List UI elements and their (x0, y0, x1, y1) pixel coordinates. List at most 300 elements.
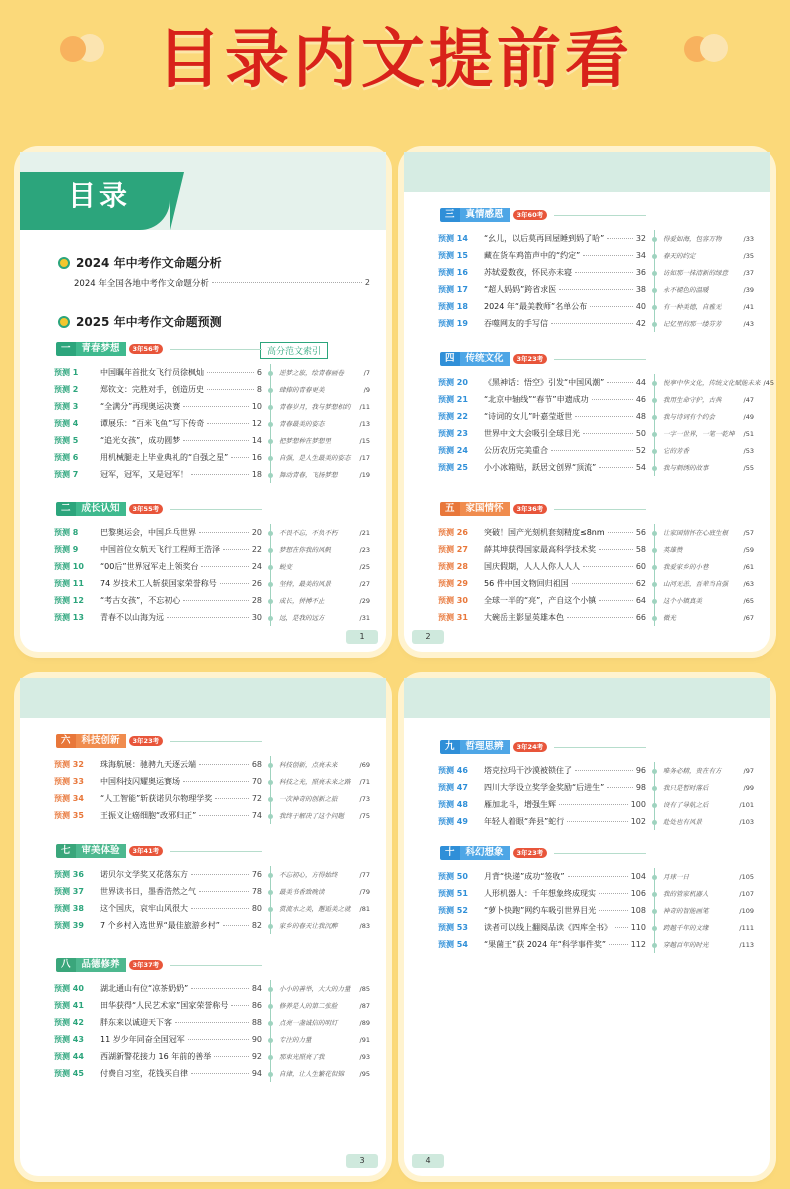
list-item[interactable] (438, 885, 646, 902)
essay-page: /55 (743, 463, 754, 472)
prediction-tag: 预测 35 (54, 811, 84, 820)
essay-index-item[interactable] (271, 866, 370, 883)
list-item[interactable] (438, 281, 646, 298)
essay-page: /39 (743, 285, 754, 294)
list-item[interactable] (54, 364, 262, 381)
page-top-band (404, 152, 770, 192)
unit-number: 十 (440, 846, 460, 860)
leader-dots (191, 908, 249, 909)
leader-dots (607, 238, 633, 239)
essay-index-item[interactable] (271, 1065, 370, 1082)
essay-index-item[interactable] (271, 381, 370, 398)
list-item[interactable] (54, 466, 262, 483)
essay-index-item[interactable] (655, 391, 754, 408)
essay-title: 自律，让人生繁花似锦 (279, 1070, 344, 1078)
essay-index-item[interactable] (655, 885, 754, 902)
page-top-band (20, 678, 386, 718)
prediction-tag: 预测 27 (438, 545, 468, 554)
prediction-tag: 预测 49 (438, 817, 468, 826)
entry-page: 80 (251, 904, 262, 913)
entry-list (54, 866, 262, 934)
essay-index-item[interactable] (271, 883, 370, 900)
unit-rule (554, 853, 646, 854)
essay-index-item[interactable] (655, 524, 754, 541)
entry-page: 86 (251, 1001, 262, 1010)
essay-index-item[interactable] (271, 773, 370, 790)
entry-title: “幺儿，以后莫再回屋睡到妈了哈” (484, 234, 605, 243)
entry-page: 34 (635, 251, 646, 260)
leader-dots (220, 583, 249, 584)
prediction-tag: 预测 31 (438, 613, 468, 622)
essay-page: /21 (359, 528, 370, 537)
leader-dots (608, 532, 633, 533)
essay-title: 得爱如海，包容万物 (663, 235, 722, 243)
entry-page: 20 (251, 528, 262, 537)
entry-list (438, 524, 646, 626)
section-bullet-icon (58, 316, 70, 328)
essay-title: 一次神奇的创新之旅 (279, 795, 338, 803)
unit-heading[interactable] (56, 734, 163, 748)
banner-title: 目录内文提前看 (157, 23, 633, 97)
page-top-band (404, 678, 770, 718)
essay-page: /101 (739, 800, 754, 809)
unit-number: 六 (56, 734, 76, 748)
entry-title: “北京中轴线”“春节”申遗成功 (484, 395, 589, 404)
leader-dots (231, 1005, 249, 1006)
leader-dots (191, 874, 249, 875)
leader-dots (207, 423, 249, 424)
essay-index-item[interactable] (655, 609, 754, 626)
unit-badge: 3年56考 (129, 344, 164, 354)
list-item[interactable] (438, 575, 646, 592)
entry-page: 74 (251, 811, 262, 820)
list-item[interactable] (54, 1014, 262, 1031)
entry-title: 读者可以线上翻阅品读《四库全书》 (484, 923, 612, 932)
essay-title: 不畏不忘，不负不朽 (279, 529, 338, 537)
list-item[interactable] (438, 868, 646, 885)
essay-index-item[interactable] (655, 264, 754, 281)
unit-rule (554, 747, 646, 748)
entry-page: 98 (635, 783, 646, 792)
unit-rule (554, 359, 646, 360)
entry-page: 112 (630, 940, 646, 949)
entry-page: 78 (251, 887, 262, 896)
leader-dots (583, 255, 633, 256)
prediction-tag: 预测 32 (54, 760, 84, 769)
list-item[interactable] (54, 883, 262, 900)
entry-title: 公历农历完美重合 (484, 446, 548, 455)
essay-index-item[interactable] (655, 779, 754, 796)
list-item[interactable] (54, 773, 262, 790)
essay-index-item[interactable] (271, 541, 370, 558)
essay-page: /83 (359, 921, 370, 930)
essay-title: 最美书香致晚读 (279, 888, 325, 896)
essay-index-item[interactable] (655, 592, 754, 609)
entry-page: 36 (635, 268, 646, 277)
leader-dots (207, 389, 254, 390)
essay-index-item[interactable] (655, 425, 754, 442)
leader-dots (599, 600, 633, 601)
essay-title: 坚持，最美的风景 (279, 580, 331, 588)
essay-index-item[interactable] (271, 524, 370, 541)
unit-heading[interactable] (56, 958, 163, 972)
essay-title: 访如那一抹清新的绿意 (663, 269, 728, 277)
list-item[interactable] (438, 230, 646, 247)
essay-page: /97 (743, 766, 754, 775)
unit-heading[interactable] (56, 502, 163, 516)
entry-title: 珠海航展：驰骋九天逐云端 (100, 760, 196, 769)
essay-title: 梦想在你我的风帆 (279, 546, 331, 554)
list-item[interactable] (438, 609, 646, 626)
entry-title: 雁加北斗，增强生辉 (484, 800, 556, 809)
entry-title: 湖北通山有位“凉茶奶奶” (100, 984, 189, 993)
list-item[interactable] (438, 442, 646, 459)
essay-index-item[interactable] (655, 541, 754, 558)
essay-page: /81 (359, 904, 370, 913)
prediction-tag: 预测 12 (54, 596, 84, 605)
page-number: 1 (346, 630, 378, 644)
prediction-tag: 预测 7 (54, 470, 79, 479)
essay-page: /49 (743, 412, 754, 421)
list-item[interactable] (54, 807, 262, 824)
prediction-tag: 预测 1 (54, 368, 79, 377)
list-item[interactable] (438, 762, 646, 779)
essay-index-item[interactable] (271, 1031, 370, 1048)
list-item[interactable] (438, 541, 646, 558)
essay-index-item[interactable] (271, 1014, 370, 1031)
prediction-tag: 预测 43 (54, 1035, 84, 1044)
prediction-tag: 预测 22 (438, 412, 468, 421)
list-item[interactable] (54, 432, 262, 449)
entry-title: 塔克拉玛干沙漠被锁住了 (484, 766, 572, 775)
list-item[interactable] (54, 592, 262, 609)
essay-title: 我与刺绣的故事 (663, 464, 709, 472)
prediction-tag: 预测 17 (438, 285, 468, 294)
list-item[interactable] (438, 902, 646, 919)
prediction-tag: 预测 5 (54, 436, 79, 445)
leader-dots (183, 781, 249, 782)
list-item[interactable] (438, 779, 646, 796)
essay-title: 有一种美德，自雅无 (663, 303, 722, 311)
essay-index-item[interactable] (271, 917, 370, 934)
essay-index-item[interactable] (271, 756, 370, 773)
essay-page: /37 (743, 268, 754, 277)
toc-header-title: 目录 (68, 179, 131, 212)
list-item[interactable] (438, 391, 646, 408)
essay-index-item[interactable] (271, 415, 370, 432)
essay-index-list (654, 374, 774, 476)
prediction-tag: 预测 26 (438, 528, 468, 537)
unit-badge: 3年55考 (129, 504, 164, 514)
list-item[interactable] (54, 449, 262, 466)
essay-index-item[interactable] (655, 813, 754, 830)
list-item[interactable] (54, 900, 262, 917)
essay-title: 记忆里的那一缕芬芳 (663, 320, 722, 328)
essay-index-item[interactable] (271, 558, 370, 575)
essay-index-item[interactable] (655, 796, 754, 813)
essay-index-item[interactable] (655, 868, 754, 885)
essay-index-list (270, 364, 370, 483)
essay-page: /107 (739, 889, 754, 898)
essay-index-item[interactable] (655, 575, 754, 592)
prediction-tag: 预测 36 (54, 870, 84, 879)
list-item[interactable] (438, 247, 646, 264)
page-number: 4 (412, 1154, 444, 1168)
list-item[interactable] (438, 408, 646, 425)
essay-page: /73 (359, 794, 370, 803)
essay-index-item[interactable] (271, 398, 370, 415)
list-item[interactable] (54, 524, 262, 541)
list-item[interactable] (438, 298, 646, 315)
list-item[interactable] (54, 541, 262, 558)
entry-title: 56 件中国文物回归祖国 (484, 579, 569, 588)
essay-index-list (270, 866, 370, 934)
essay-index-item[interactable] (655, 298, 754, 315)
entry-title: 青春不以山海为远 (100, 613, 164, 622)
essay-index-item[interactable] (271, 807, 370, 824)
entry-page: 62 (635, 579, 646, 588)
list-item[interactable] (438, 315, 646, 332)
unit-name: 传统文化 (460, 352, 510, 366)
essay-title: 我用生命守护，古典 (663, 396, 722, 404)
entry-title: 世界读书日，墨香浩然之气 (100, 887, 196, 896)
essay-index-item[interactable] (271, 997, 370, 1014)
list-item[interactable] (54, 415, 262, 432)
essay-page: /13 (359, 419, 370, 428)
entry-title: 中国首位女航天飞行工程师王浩泽 (100, 545, 220, 554)
unit-heading[interactable] (440, 846, 547, 860)
list-item[interactable] (438, 813, 646, 830)
prediction-tag: 预测 29 (438, 579, 468, 588)
list-item[interactable] (54, 790, 262, 807)
essay-page: /57 (743, 528, 754, 537)
essay-index-item[interactable] (271, 1048, 370, 1065)
leader-dots (199, 532, 249, 533)
leader-dots (575, 416, 633, 417)
analysis-list (74, 274, 370, 291)
leader-dots (223, 925, 249, 926)
entry-page: 14 (251, 436, 262, 445)
essay-index-item[interactable] (271, 900, 370, 917)
list-item[interactable] (438, 592, 646, 609)
prediction-tag: 预测 50 (438, 872, 468, 881)
essay-index-item[interactable] (271, 790, 370, 807)
essay-title: 把梦想种在梦想里 (279, 437, 331, 445)
essay-title: 不忘初心，方得始终 (279, 871, 338, 879)
prediction-tag: 预测 14 (438, 234, 468, 243)
essay-title: 跨越千年的文缘 (663, 924, 709, 932)
unit-badge: 3年23考 (513, 848, 548, 858)
list-item[interactable] (54, 756, 262, 773)
essay-page: /93 (359, 1052, 370, 1061)
unit-badge: 3年41考 (129, 846, 164, 856)
list-item[interactable] (54, 609, 262, 626)
list-item[interactable] (54, 1065, 262, 1082)
leader-dots (223, 549, 249, 550)
toc-page-2 (404, 152, 774, 652)
list-item[interactable] (54, 381, 262, 398)
unit-badge: 3年37考 (129, 960, 164, 970)
essay-index-item[interactable] (655, 442, 754, 459)
essay-title: 成长，拼搏不止 (279, 597, 325, 605)
list-item[interactable] (438, 264, 646, 281)
list-item[interactable] (54, 980, 262, 997)
unit-heading[interactable] (440, 740, 547, 754)
entry-page: 60 (635, 562, 646, 571)
essay-page: /9 (363, 385, 370, 394)
unit-heading[interactable] (440, 208, 547, 222)
list-item[interactable] (438, 796, 646, 813)
entry-title: “00后”世界冠军走上领奖台 (100, 562, 199, 571)
entry-page: 18 (251, 470, 262, 479)
essay-title: 小小的善举，大大的力量 (279, 985, 351, 993)
essay-index-item[interactable] (655, 936, 754, 953)
essay-index-item[interactable] (655, 762, 754, 779)
leader-dots (559, 804, 628, 805)
essay-index-item[interactable] (655, 315, 754, 332)
entry-list (438, 868, 646, 953)
essay-page: /45 (763, 378, 774, 387)
list-item[interactable] (438, 919, 646, 936)
list-item[interactable] (438, 459, 646, 476)
list-item[interactable] (54, 558, 262, 575)
unit-name: 真情感恩 (460, 208, 510, 222)
prediction-tag: 预测 47 (438, 783, 468, 792)
leader-dots (615, 927, 628, 928)
essay-page: /91 (359, 1035, 370, 1044)
prediction-tag: 预测 48 (438, 800, 468, 809)
essay-page: /59 (743, 545, 754, 554)
leader-dots (201, 566, 248, 567)
unit-name: 科技创新 (76, 734, 126, 748)
essay-index-item[interactable] (271, 575, 370, 592)
entry-title: 郑钦文：完胜对手，创造历史 (100, 385, 204, 394)
entry-title: “萝卜快跑”网约车吸引世界目光 (484, 906, 597, 915)
list-item[interactable] (54, 398, 262, 415)
list-item[interactable] (54, 575, 262, 592)
entry-page: 94 (251, 1069, 262, 1078)
list-item[interactable] (438, 936, 646, 953)
essay-title: 逆梦之旅，绘青春画卷 (279, 369, 344, 377)
unit-number: 八 (56, 958, 76, 972)
unit-number: 三 (440, 208, 460, 222)
list-item[interactable] (438, 374, 646, 391)
unit-heading[interactable] (440, 352, 547, 366)
unit-name: 家国情怀 (460, 502, 510, 516)
prediction-tag: 预测 25 (438, 463, 468, 472)
essay-index-item[interactable] (655, 247, 754, 264)
entry-page: 24 (251, 562, 262, 571)
essay-title: 赴处也有风景 (663, 818, 702, 826)
entry-page: 52 (635, 446, 646, 455)
entry-title: 薛其坤获得国家最高科学技术奖 (484, 545, 596, 554)
list-item[interactable] (54, 1031, 262, 1048)
essay-page: /29 (359, 596, 370, 605)
unit-badge: 3年60考 (513, 210, 548, 220)
entry-page: 70 (251, 777, 262, 786)
essay-index-item[interactable] (655, 558, 754, 575)
essay-index-item[interactable] (655, 902, 754, 919)
unit-number: 五 (440, 502, 460, 516)
essay-index-item[interactable] (655, 281, 754, 298)
unit-heading[interactable] (440, 502, 547, 516)
entry-title: “诗词的女儿”叶嘉莹逝世 (484, 412, 573, 421)
prediction-tag: 预测 18 (438, 302, 468, 311)
entry-page: 108 (630, 906, 646, 915)
essay-page: /63 (743, 579, 754, 588)
list-item[interactable] (438, 425, 646, 442)
essay-page: /27 (359, 579, 370, 588)
unit-rule (170, 741, 262, 742)
essay-page: /67 (743, 613, 754, 622)
unit-heading[interactable] (56, 844, 163, 858)
essay-index-item[interactable] (271, 364, 370, 381)
leader-dots (215, 798, 249, 799)
essay-index-item[interactable] (655, 374, 774, 391)
essay-index-item[interactable] (655, 408, 754, 425)
leader-dots (572, 583, 633, 584)
entry-page: 92 (251, 1052, 262, 1061)
essay-index-list (270, 980, 370, 1082)
list-item[interactable] (54, 1048, 262, 1065)
entry-page: 102 (630, 817, 646, 826)
prediction-tag: 预测 8 (54, 528, 79, 537)
entry-list (54, 756, 262, 824)
entry-page: 40 (635, 302, 646, 311)
prediction-tag: 预测 6 (54, 453, 79, 462)
essay-page: /41 (743, 302, 754, 311)
entry-page: 46 (635, 395, 646, 404)
essay-title: 让家国情怀在心底生根 (663, 529, 728, 537)
entry-page: 6 (256, 368, 262, 377)
essay-index-item[interactable] (271, 609, 370, 626)
leader-dots (575, 272, 633, 273)
entry-title: 冠军，冠军，又是冠军！ (100, 470, 188, 479)
essay-index-item[interactable] (655, 919, 754, 936)
leader-dots (207, 372, 254, 373)
essay-index-item[interactable] (271, 432, 370, 449)
unit-rule (170, 509, 262, 510)
leader-dots (191, 988, 249, 989)
essay-index-item[interactable] (271, 980, 370, 997)
list-item[interactable]: 2024 年全国各地中考作文命题分析 2 (74, 278, 370, 289)
prediction-tag: 预测 24 (438, 446, 468, 455)
list-item[interactable] (54, 917, 262, 934)
prediction-tag: 预测 41 (54, 1001, 84, 1010)
essay-index-item[interactable] (271, 466, 370, 483)
entry-title: 11 岁少年同奋全国冠军 (100, 1035, 185, 1044)
entry-page: 32 (635, 234, 646, 243)
essay-index-item[interactable] (655, 459, 754, 476)
list-item[interactable] (438, 524, 646, 541)
entry-page: 44 (635, 378, 646, 387)
list-item[interactable] (54, 997, 262, 1014)
essay-index-item[interactable] (655, 230, 754, 247)
leader-dots (191, 474, 249, 475)
essay-index-item[interactable] (271, 592, 370, 609)
unit-heading[interactable] (56, 342, 163, 356)
essay-index-item[interactable] (271, 449, 370, 466)
list-item[interactable] (54, 866, 262, 883)
prediction-tag: 预测 52 (438, 906, 468, 915)
prediction-tag: 预测 42 (54, 1018, 84, 1027)
entry-title: 世界中文大会吸引全球目光 (484, 429, 580, 438)
list-item[interactable] (438, 558, 646, 575)
essay-page: /111 (739, 923, 754, 932)
essay-page: /85 (359, 984, 370, 993)
entry-page: 90 (251, 1035, 262, 1044)
leader-dots (599, 467, 633, 468)
